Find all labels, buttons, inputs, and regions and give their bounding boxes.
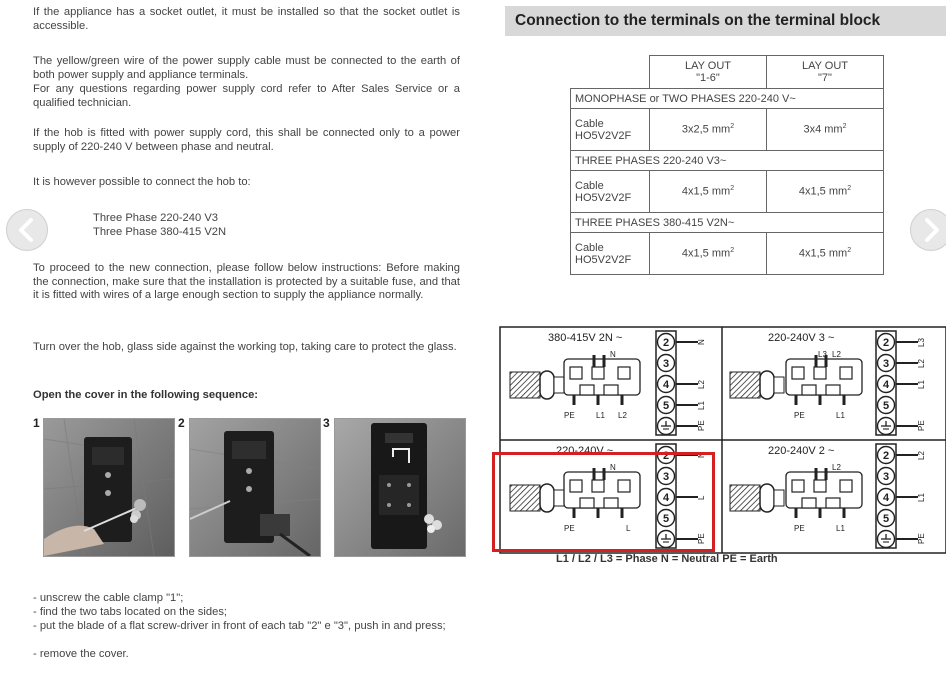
svg-text:5: 5: [662, 513, 670, 525]
step-remove-cover: - remove the cover.: [33, 648, 129, 660]
table-band-row: [571, 89, 884, 109]
table-band-row: [571, 213, 884, 233]
cable-label: Cable HO5V2V2F: [571, 171, 650, 213]
paragraph-after-sales: For any questions regarding power supply cord refer to After Sales Service or a qualified technician.: [33, 83, 460, 109]
svg-text:PE: PE: [917, 420, 926, 431]
photo-number-1: 1: [33, 416, 40, 430]
paragraph-turn-over: Turn over the hob, glass side against the working top, taking care to protect the glass.: [33, 341, 457, 353]
svg-text:4: 4: [882, 379, 890, 391]
photo-number-3: 3: [323, 416, 330, 430]
svg-text:L2: L2: [832, 463, 841, 472]
svg-text:L1: L1: [836, 524, 845, 533]
svg-text:L: L: [697, 495, 706, 500]
panel-title-220: 220-240V ~: [556, 445, 614, 457]
svg-text:N: N: [697, 339, 706, 345]
photo-number-2: 2: [178, 416, 185, 430]
svg-text:3: 3: [662, 471, 670, 483]
svg-text:L1: L1: [836, 411, 845, 420]
cell-value: 4x1,5 $mm^2$: [766, 233, 883, 275]
svg-text:4: 4: [662, 379, 670, 391]
prev-page-button[interactable]: [6, 209, 48, 251]
paragraph-connect-options: It is however possible to connect the hob to:: [33, 176, 251, 188]
band-three-phase-220: THREE PHASES 220-240 V3~: [571, 151, 884, 171]
cell-value: 3x4 $mm^2$: [766, 109, 883, 151]
svg-text:N: N: [610, 463, 616, 472]
header-layout-7: LAY OUT "7": [766, 56, 883, 89]
step-unscrew: - unscrew the cable clamp "1";: [33, 592, 184, 604]
svg-text:PE: PE: [564, 411, 575, 420]
svg-text:5: 5: [882, 513, 890, 525]
svg-text:2: 2: [882, 450, 890, 462]
chevron-left-icon: [7, 210, 47, 250]
option-three-phase-220: Three Phase 220-240 V3: [93, 212, 219, 224]
svg-text:3: 3: [662, 358, 670, 370]
svg-text:PE: PE: [794, 411, 805, 420]
svg-text:L: L: [626, 524, 631, 533]
svg-text:L1: L1: [917, 493, 926, 502]
cable-label: Cable HO5V2V2F: [571, 233, 650, 275]
cable-spec-table: [570, 55, 884, 275]
paragraph-socket: If the appliance has a socket outlet, it must be installed so that the socket outlet is accessible.: [33, 6, 460, 32]
panel-title-380: 380-415V 2N ~: [548, 332, 623, 344]
svg-text:PE: PE: [564, 524, 575, 533]
svg-text:PE: PE: [697, 533, 706, 544]
svg-text:PE: PE: [917, 533, 926, 544]
svg-text:L1: L1: [596, 411, 605, 420]
svg-text:3: 3: [882, 358, 890, 370]
photo-step-1: [43, 418, 175, 557]
band-monophase: MONOPHASE or TWO PHASES 220-240 V~: [571, 89, 884, 109]
cell-value: 4x1,5 $mm^2$: [650, 233, 767, 275]
option-three-phase-380: Three Phase 380-415 V2N: [93, 226, 227, 238]
svg-text:L2: L2: [832, 350, 841, 359]
svg-text:L2: L2: [697, 380, 706, 389]
svg-text:2: 2: [662, 450, 670, 462]
svg-text:L1: L1: [697, 401, 706, 410]
table-header-row: [571, 56, 884, 89]
cell-value: 4x1,5 $mm^2$: [766, 171, 883, 213]
panel-title-220-2: 220-240V 2 ~: [768, 445, 835, 457]
svg-text:L2: L2: [917, 359, 926, 368]
section-header: [505, 6, 946, 36]
svg-text:3: 3: [882, 471, 890, 483]
svg-text:2: 2: [882, 337, 890, 349]
table-band-row: [571, 151, 884, 171]
svg-text:L2: L2: [618, 411, 627, 420]
table-row: [571, 233, 884, 275]
section-title: Connection to the terminals on the terminal block: [515, 12, 881, 29]
svg-text:L3: L3: [917, 338, 926, 347]
cable-label: Cable HO5V2V2F: [571, 109, 650, 151]
panel-title-220-3: 220-240V 3 ~: [768, 332, 835, 344]
next-page-button[interactable]: [910, 209, 946, 251]
chevron-right-icon: [911, 210, 946, 250]
diagram-legend: L1 / L2 / L3 = Phase N = Neutral PE = Earth: [556, 553, 778, 565]
paragraph-power-cord: If the hob is fitted with power supply cord, this shall be connected only to a power supply of 220-240 V between phase and neutral.: [33, 127, 460, 153]
step-find-tabs: - find the two tabs located on the sides;: [33, 606, 228, 618]
svg-text:L1: L1: [917, 380, 926, 389]
highlight-box: [492, 452, 715, 552]
step-screwdriver: - put the blade of a flat screw-driver in front of each tab "2" e "3", push in and press;: [33, 620, 446, 632]
svg-text:PE: PE: [697, 420, 706, 431]
svg-text:L3: L3: [818, 350, 827, 359]
svg-text:5: 5: [662, 400, 670, 412]
photo-step-3: [334, 418, 466, 557]
paragraph-earth-wire: The yellow/green wire of the power supply cable must be connected to the earth of both power supply and appliance terminals.: [33, 55, 460, 81]
table-row: [571, 109, 884, 151]
photo-step-2: [189, 418, 321, 557]
table-row: [571, 171, 884, 213]
cell-value: 3x2,5 $mm^2$: [650, 109, 767, 151]
svg-text:PE: PE: [794, 524, 805, 533]
paragraph-instructions: To proceed to the new connection, please follow below instructions: Before making the connection, make sure that the installation is protected by a suitable fuse, and that it is fitted with wires of a large enough section to supply the appliance normally.: [33, 262, 460, 302]
header-layout-1-6: LAY OUT "1-6": [650, 56, 767, 89]
band-three-phase-380: THREE PHASES 380-415 V2N~: [571, 213, 884, 233]
svg-text:4: 4: [662, 492, 670, 504]
svg-text:N: N: [697, 452, 706, 458]
svg-text:N: N: [610, 350, 616, 359]
svg-text:4: 4: [882, 492, 890, 504]
sequence-title: Open the cover in the following sequence:: [33, 389, 259, 401]
cell-value: 4x1,5 $mm^2$: [650, 171, 767, 213]
svg-text:5: 5: [882, 400, 890, 412]
svg-text:L2: L2: [917, 451, 926, 460]
svg-text:2: 2: [662, 337, 670, 349]
